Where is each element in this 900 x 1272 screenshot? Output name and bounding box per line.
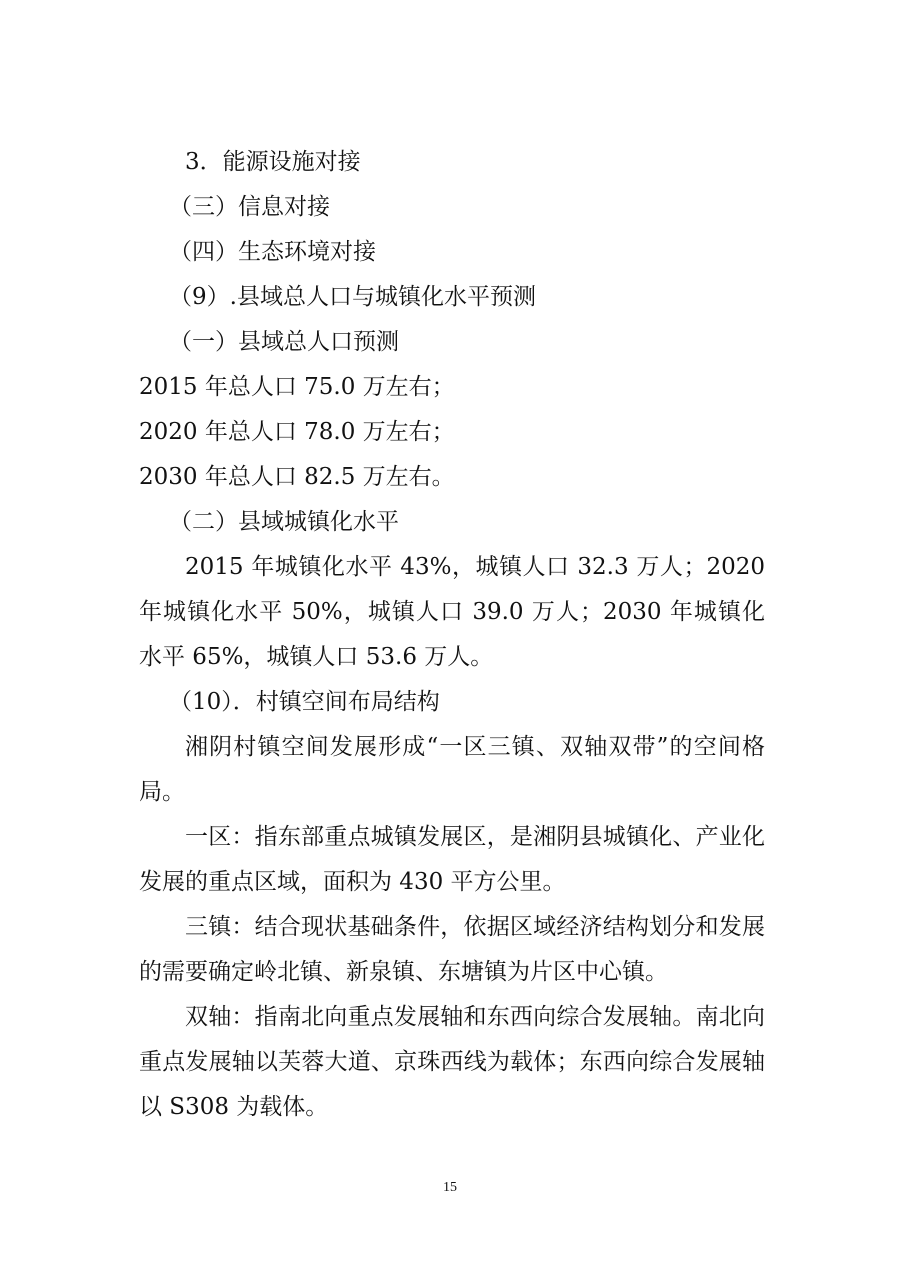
population-2020: 2020 年总人口 78.0 万左右； (139, 419, 455, 445)
heading-population-forecast: （9）.县域总人口与城镇化水平预测 (169, 284, 536, 310)
heading-spatial-layout: （10）．村镇空间布局结构 (169, 689, 440, 715)
towns-paragraph: 三镇：结合现状基础条件，依据区域经济结构划分和发展的需要确定岭北镇、新泉镇、东塘镇为片区中心镇。 (139, 914, 765, 985)
urbanization-paragraph: 2015 年城镇化水平 43%，城镇人口 32.3 万人；2020 年城镇化水平 50%，城镇人口 39.0 万人；2030 年城镇化水平 65%，城镇人口 53.6 万人。 (139, 554, 765, 670)
page-number: 15 (443, 1180, 457, 1195)
heading-ecology: （四）生态环境对接 (169, 239, 376, 265)
population-2030: 2030 年总人口 82.5 万左右。 (139, 464, 455, 490)
heading-energy-facilities: 3．能源设施对接 (185, 149, 361, 175)
heading-urbanization: （二）县域城镇化水平 (169, 509, 399, 535)
heading-information: （三）信息对接 (169, 194, 330, 220)
body-text (139, 140, 765, 1130)
axes-paragraph: 双轴：指南北向重点发展轴和东西向综合发展轴。南北向重点发展轴以芙蓉大道、京珠西线为载体；东西向综合发展轴以 S308 为载体。 (139, 1004, 765, 1120)
population-2015: 2015 年总人口 75.0 万左右； (139, 374, 455, 400)
spatial-pattern-paragraph: 湘阴村镇空间发展形成“一区三镇、双轴双带”的空间格局。 (139, 734, 765, 805)
zone-paragraph: 一区：指东部重点城镇发展区，是湘阴县城镇化、产业化发展的重点区域，面积为 430 平方公里。 (139, 824, 765, 895)
heading-total-population: （一）县域总人口预测 (169, 329, 399, 355)
